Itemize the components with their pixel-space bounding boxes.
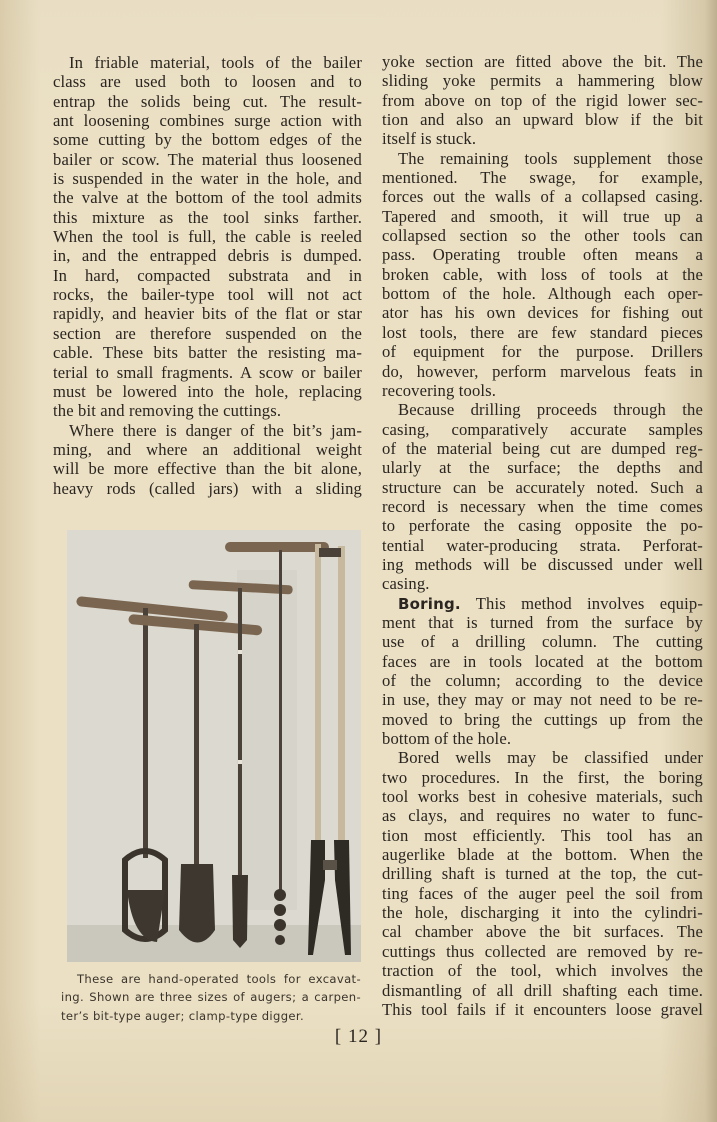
figure-caption — [61, 970, 361, 1025]
paragraph-line: this mixture as the tool sinks farther. — [53, 207, 362, 227]
paragraph-line: When the tool is full, the cable is reeled — [53, 227, 362, 247]
paragraph-line: of the column; according to the device — [382, 671, 703, 690]
section-heading-boring: Boring. — [398, 594, 461, 613]
paragraph-line: dismantling of all drill shafting each time. — [382, 980, 703, 1000]
caption-line: These are hand-operated tools for excavat- — [77, 972, 361, 986]
paragraph-line: The remaining tools supplement those — [398, 148, 703, 168]
paragraph-line: in, and the entrapped debris is dumped. — [53, 246, 362, 266]
paragraph-line: heavy rods (called jars) with a sliding — [53, 478, 362, 498]
paragraph-line: will be more effective than the bit alone, — [53, 459, 362, 479]
paragraph-line: cuttings thus collected are removed by re- — [382, 941, 703, 961]
paragraph-line: do, however, perform marvelous feats in — [382, 361, 703, 381]
paragraph-line: in use, they may or may not need to be re- — [382, 690, 703, 710]
paragraph-line: to perforate the casing opposite the po- — [382, 516, 703, 536]
right-text-column — [382, 52, 703, 1019]
paragraph-line: bottom of the hole. Although each oper- — [382, 284, 703, 304]
paragraph-line: Tapered and smooth, it will true up a — [382, 206, 703, 226]
paragraph-line: Because drilling proceeds through the — [398, 400, 703, 420]
tools-photograph — [67, 530, 361, 962]
caption-line: ter’s bit-type auger; clamp-type digger. — [61, 1008, 304, 1023]
paragraph-line: casing. — [382, 574, 430, 594]
paragraph-line: casing, comparatively accurate samples — [382, 419, 703, 439]
caption-line: ing. Shown are three sizes of augers; a carpen- — [61, 990, 361, 1005]
paragraph-line: record is necessary when the time comes — [382, 496, 703, 516]
paragraph-line: from above on top of the rigid lower sec- — [382, 90, 703, 110]
paragraph-line: collapsed section so the other tools can — [382, 226, 703, 246]
paragraph-line: two procedures. In the first, the boring — [382, 767, 703, 787]
paragraph-line: yoke section are fitted above the bit. The — [382, 52, 703, 71]
paragraph-line: must be lowered into the hole, replacing — [53, 381, 362, 401]
paragraph-line: In friable material, tools of the bailer — [69, 53, 362, 72]
paragraph-line: terial to small fragments. A scow or bailer — [53, 362, 362, 382]
paragraph-line: drilling shaft is turned at the top, the cut- — [382, 864, 703, 884]
paragraph-line: tential water-producing strata. Perforat- — [382, 535, 703, 555]
paragraph-line: recovering tools. — [382, 380, 497, 400]
paragraph-line: broken cable, with loss of tools at the — [382, 264, 703, 284]
paragraph-line: bottom of the hole. — [382, 729, 512, 749]
section-start-line — [382, 594, 703, 613]
paragraph-line: ming, and where an additional weight — [53, 439, 362, 459]
paragraph-line: is suspended in the water in the hole, and — [53, 169, 362, 189]
page-number: [ 12 ] — [334, 1026, 383, 1047]
paragraph-line: ting faces of the auger peel the soil from — [382, 883, 703, 903]
paragraph-line: of equipment for the purpose. Drillers — [382, 342, 703, 362]
paragraph-line: section are therefore suspended on the — [53, 323, 362, 343]
paragraph-line: mentioned. The swage, for example, — [382, 168, 703, 188]
paragraph-line: ator has his own devices for fishing out — [382, 303, 703, 323]
paragraph-line: class are used both to loosen and to — [53, 72, 362, 92]
paragraph-line: entrap the solids being cut. The result- — [53, 91, 362, 111]
paragraph-line: tion and also an upward blow if the bit — [382, 110, 703, 130]
paragraph-line: rapidly, and heavier bits of the flat or star — [53, 304, 362, 324]
paragraph-line: the valve at the bottom of the tool admits — [53, 188, 362, 208]
paragraph-line: the bit and removing the cuttings. — [53, 401, 282, 421]
paragraph-line: structure can be accurately noted. Such a — [382, 477, 703, 497]
paragraph-line: ing methods will be discussed under well — [382, 554, 703, 574]
paragraph-line: lost tools, there are few standard pieces — [382, 322, 703, 342]
paragraph-line: ularly at the surface; the depths and — [382, 458, 703, 478]
paragraph-line: faces are in tools located at the bottom — [382, 651, 703, 671]
paragraph-line: tool works best in cohesive materials, such — [382, 787, 703, 807]
paragraph-line: rocks, the bailer-type tool will not act — [53, 285, 362, 305]
paragraph-line: pass. Operating trouble often means a — [382, 245, 703, 265]
paragraph-line: as clays, and requires no water to func- — [382, 806, 703, 826]
paragraph-line: of the material being cut are dumped reg- — [382, 438, 703, 458]
paragraph-line: tion most efficiently. This tool has an — [382, 825, 703, 845]
paragraph-line: ment that is turned from the surface by — [382, 612, 703, 632]
paragraph-line: Where there is danger of the bit’s jam- — [69, 420, 362, 440]
paragraph-line: cable. These bits batter the resisting ma- — [53, 343, 362, 363]
paragraph-line: forces out the walls of a collapsed casing. — [382, 187, 703, 207]
paragraph-line: the hole, discharging it into the cylindri- — [382, 903, 703, 923]
paragraph-line: In hard, compacted substrata and in — [53, 265, 362, 285]
left-text-column — [53, 53, 362, 498]
paragraph-line: use of a drilling column. The cutting — [382, 632, 703, 652]
paragraph-line: bailer or scow. The material thus loosened — [53, 149, 362, 169]
paragraph-line: ant loosening combines surge action with — [53, 111, 362, 131]
paragraph-line: some cutting by the bottom edges of the — [53, 130, 362, 150]
paragraph-line: sliding yoke permits a hammering blow — [382, 71, 703, 91]
paragraph-line-text: This method involves equip- — [475, 593, 703, 613]
paragraph-line: augerlike blade at the bottom. When the — [382, 845, 703, 865]
paragraph-line: This tool fails if it encounters loose gravel — [382, 999, 703, 1019]
paragraph-line: itself is stuck. — [382, 129, 477, 149]
augers-and-digger-illustration — [67, 530, 361, 962]
paragraph-line: cal chamber above the bit surfaces. The — [382, 922, 703, 942]
paragraph-line: Bored wells may be classified under — [398, 748, 703, 768]
paragraph-line: moved to bring the cuttings up from the — [382, 709, 703, 729]
paragraph-line: traction of the tool, which involves the — [382, 961, 703, 981]
